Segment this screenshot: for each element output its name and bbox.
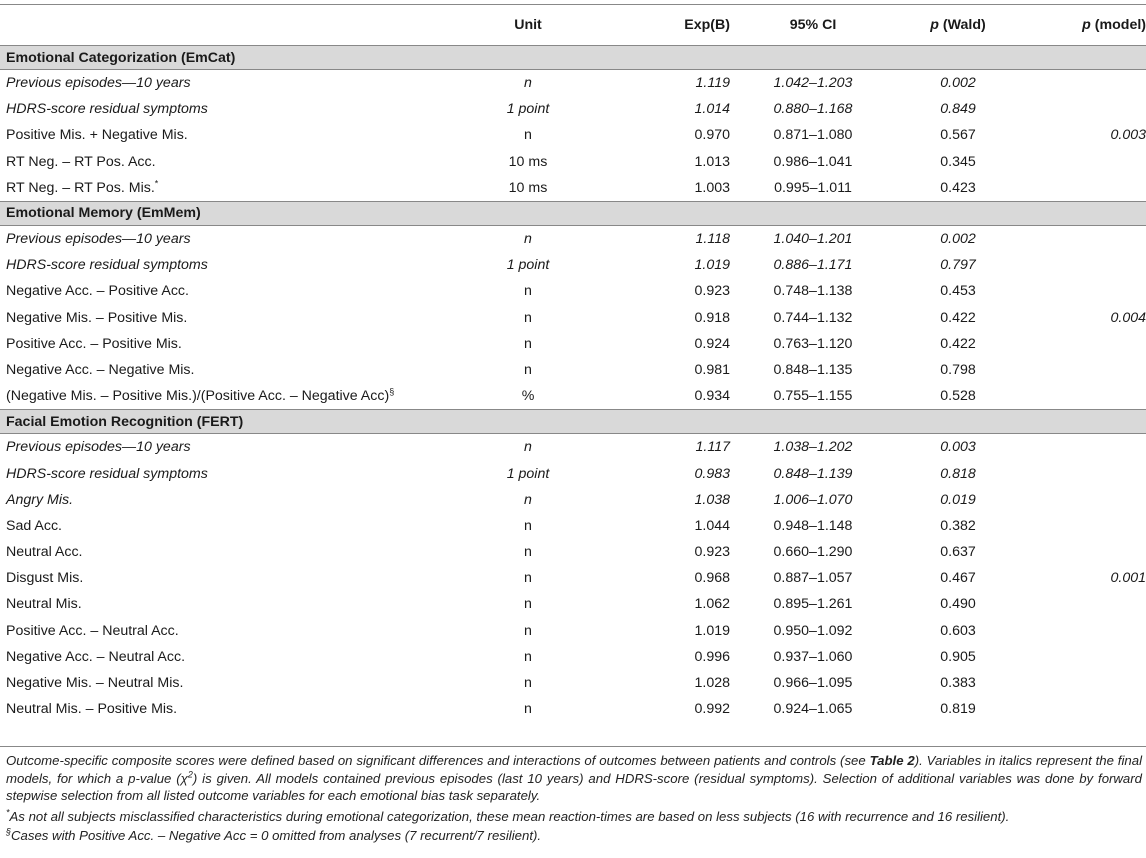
- p-model-cell: [1020, 487, 1146, 513]
- p-model-cell: [1020, 225, 1146, 252]
- ci-cell: 0.924–1.065: [773, 701, 853, 718]
- p-wald-cell: 0.002: [940, 231, 976, 248]
- p-model-cell: 0.001: [1110, 570, 1146, 587]
- expb-cell: 1.019: [694, 257, 730, 274]
- header-p-model: [1020, 5, 1146, 46]
- variable-label: Sad Acc.: [6, 517, 62, 534]
- variable-label: HDRS-score residual symptoms: [6, 101, 208, 118]
- ci-cell: 0.763–1.120: [773, 335, 853, 352]
- footnote-mark: *: [154, 178, 159, 189]
- section-header-row: [0, 46, 1146, 70]
- header-p-model-letter: p: [1082, 17, 1091, 33]
- unit-cell: n: [524, 491, 532, 508]
- variable-label: Angry Mis.: [6, 491, 74, 508]
- variable-cell: [0, 149, 440, 175]
- expb-cell: 1.062: [694, 596, 730, 613]
- table-row: [0, 252, 1146, 278]
- note-main-part-a: Outcome-specific composite scores were defined based on significant differences and interactions of outcomes between patients and controls (see: [6, 753, 870, 768]
- ci-cell: 0.986–1.041: [773, 153, 853, 170]
- p-wald-cell: 0.797: [940, 257, 976, 274]
- variable-cell: [0, 487, 440, 513]
- p-model-cell: [1020, 70, 1146, 97]
- variable-cell: [0, 670, 440, 696]
- expb-cell: 1.118: [695, 231, 730, 248]
- p-model-cell: [1020, 252, 1146, 278]
- p-wald-cell: 0.603: [940, 622, 976, 639]
- p-wald-cell: 0.383: [940, 675, 976, 692]
- variable-label: RT Neg. – RT Pos. Acc.: [6, 153, 156, 170]
- ci-cell: 0.995–1.011: [774, 179, 852, 196]
- expb-cell: 0.970: [694, 127, 730, 144]
- unit-cell: n: [524, 675, 532, 692]
- expb-cell: 0.934: [694, 388, 730, 405]
- table-row: [0, 122, 1146, 148]
- p-model-cell: [1020, 460, 1146, 486]
- table-row: [0, 278, 1146, 304]
- table-row: [0, 70, 1146, 97]
- expb-cell: 1.119: [695, 75, 730, 92]
- p-model-cell: [1020, 278, 1146, 304]
- ci-cell: 0.848–1.139: [773, 465, 853, 482]
- header-p-wald-rest: (Wald): [938, 17, 986, 33]
- ci-cell: 0.950–1.092: [773, 622, 853, 639]
- footnote-mark: §: [389, 386, 395, 397]
- bottom-rule: [0, 746, 1146, 747]
- ci-cell: 0.871–1.080: [773, 127, 853, 144]
- table-row: [0, 539, 1146, 565]
- variable-label: Neutral Mis. – Positive Mis.: [6, 701, 178, 718]
- ci-cell: 0.748–1.138: [773, 283, 853, 300]
- unit-cell: n: [524, 701, 532, 718]
- variable-cell: [0, 305, 440, 331]
- variable-label: Previous episodes—10 years: [6, 231, 191, 248]
- p-wald-cell: 0.818: [940, 465, 976, 482]
- p-wald-cell: 0.637: [940, 544, 976, 561]
- variable-cell: [0, 565, 440, 591]
- expb-cell: 1.044: [694, 517, 730, 534]
- header-ci: 95% CI: [730, 5, 890, 46]
- table-row: [0, 460, 1146, 486]
- ci-cell: 0.744–1.132: [773, 309, 853, 326]
- expb-cell: 1.003: [694, 179, 730, 196]
- unit-cell: n: [524, 439, 532, 456]
- unit-cell: n: [524, 648, 532, 665]
- p-model-cell: [1020, 618, 1146, 644]
- table-row: [0, 305, 1146, 331]
- variable-cell: [0, 225, 440, 252]
- expb-cell: 1.038: [694, 491, 730, 508]
- table-row: [0, 565, 1146, 591]
- expb-cell: 1.013: [694, 153, 730, 170]
- table-notes: [6, 752, 1142, 845]
- header-variable: [0, 5, 440, 46]
- variable-cell: [0, 383, 440, 410]
- expb-cell: 0.924: [694, 335, 730, 352]
- results-table: [0, 5, 1146, 722]
- p-model-cell: [1020, 670, 1146, 696]
- p-wald-cell: 0.819: [940, 701, 976, 718]
- p-wald-cell: 0.003: [940, 439, 976, 456]
- unit-cell: n: [524, 127, 532, 144]
- p-wald-cell: 0.798: [940, 361, 976, 378]
- unit-cell: n: [524, 361, 532, 378]
- table-row: [0, 513, 1146, 539]
- p-wald-cell: 0.849: [940, 101, 976, 118]
- variable-label: Negative Acc. – Positive Acc.: [6, 283, 189, 300]
- note-section-text: Cases with Positive Acc. – Negative Acc = 0 omitted from analyses (7 recurrent/7 resilient).: [11, 828, 542, 843]
- ci-cell: 0.887–1.057: [773, 570, 853, 587]
- unit-cell: n: [524, 75, 532, 92]
- unit-cell: 10 ms: [508, 179, 548, 196]
- p-model-cell: [1020, 513, 1146, 539]
- p-model-cell: [1020, 96, 1146, 122]
- table-row: [0, 383, 1146, 410]
- variable-cell: [0, 618, 440, 644]
- ci-cell: 0.948–1.148: [773, 517, 853, 534]
- p-wald-cell: 0.528: [940, 388, 976, 405]
- expb-cell: 0.983: [694, 465, 730, 482]
- ci-cell: 0.848–1.135: [773, 361, 853, 378]
- ci-cell: 1.042–1.203: [773, 75, 853, 92]
- unit-cell: n: [524, 309, 532, 326]
- variable-label: Neutral Acc.: [6, 544, 83, 561]
- note-asterisk-text: As not all subjects misclassified characteristics during emotional categorization, these mean reaction-times are based on less subjects (16 with recurrence and 16 resilient).: [9, 808, 1010, 824]
- ci-cell: 1.038–1.202: [773, 439, 853, 456]
- p-wald-cell: 0.345: [940, 153, 976, 170]
- variable-label: (Negative Mis. – Positive Mis.)/(Positive Acc. – Negative Acc): [6, 388, 390, 405]
- expb-cell: 1.117: [695, 439, 730, 456]
- expb-cell: 1.014: [694, 101, 730, 118]
- variable-cell: [0, 460, 440, 486]
- p-wald-cell: 0.467: [940, 570, 976, 587]
- variable-label: Positive Acc. – Positive Mis.: [6, 335, 182, 352]
- variable-cell: [0, 331, 440, 357]
- p-model-cell: [1020, 149, 1146, 175]
- variable-cell: [0, 434, 440, 461]
- expb-cell: 0.981: [694, 361, 730, 378]
- table-row: [0, 670, 1146, 696]
- header-row: [0, 5, 1146, 46]
- variable-label: Neutral Mis.: [6, 596, 82, 613]
- p-model-cell: [1020, 383, 1146, 410]
- unit-cell: n: [524, 517, 532, 534]
- p-model-cell: [1020, 434, 1146, 461]
- ci-cell: 1.006–1.070: [773, 491, 853, 508]
- table-row: [0, 434, 1146, 461]
- unit-cell: n: [524, 283, 532, 300]
- header-p-model-rest: (model): [1090, 17, 1146, 33]
- table-row: [0, 96, 1146, 122]
- variable-label: Negative Mis. – Positive Mis.: [6, 309, 188, 326]
- p-model-cell: [1020, 644, 1146, 670]
- ci-cell: 0.660–1.290: [773, 544, 853, 561]
- table-row: [0, 175, 1146, 202]
- section-header-row: [0, 410, 1146, 434]
- expb-cell: 1.019: [694, 622, 730, 639]
- variable-label: Negative Acc. – Neutral Acc.: [6, 648, 186, 665]
- ci-cell: 0.937–1.060: [773, 648, 853, 665]
- p-wald-cell: 0.905: [940, 648, 976, 665]
- table-row: [0, 225, 1146, 252]
- unit-cell: n: [524, 570, 532, 587]
- section-header-row: [0, 201, 1146, 225]
- unit-cell: n: [524, 335, 532, 352]
- variable-label: Positive Mis. + Negative Mis.: [6, 127, 188, 144]
- p-model-cell: [1020, 175, 1146, 202]
- table-row: [0, 618, 1146, 644]
- table-row: [0, 331, 1146, 357]
- table-body: [0, 46, 1146, 723]
- unit-cell: 1 point: [506, 465, 550, 482]
- section-title: Emotional Memory (EmMem): [0, 201, 1146, 225]
- note-table-ref: Table 2: [869, 753, 915, 768]
- variable-label: Disgust Mis.: [6, 570, 84, 587]
- variable-label: Positive Acc. – Neutral Acc.: [6, 622, 179, 639]
- p-wald-cell: 0.002: [940, 75, 976, 92]
- ci-cell: 0.966–1.095: [773, 675, 853, 692]
- variable-cell: [0, 591, 440, 617]
- variable-label: RT Neg. – RT Pos. Mis.: [6, 179, 155, 196]
- unit-cell: 1 point: [506, 257, 550, 274]
- p-wald-cell: 0.422: [940, 309, 976, 326]
- ci-cell: 0.886–1.171: [773, 257, 853, 274]
- unit-cell: n: [524, 596, 532, 613]
- note-chi-sup: 2: [187, 769, 193, 780]
- header-expb: Exp(B): [610, 5, 730, 46]
- p-model-cell: [1020, 357, 1146, 383]
- note-section-mark: §: [6, 826, 12, 837]
- expb-cell: 0.923: [694, 544, 730, 561]
- variable-label: Previous episodes—10 years: [6, 439, 191, 456]
- variable-cell: [0, 122, 440, 148]
- unit-cell: n: [524, 544, 532, 561]
- table-row: [0, 487, 1146, 513]
- unit-cell: 10 ms: [508, 153, 548, 170]
- variable-cell: [0, 70, 440, 97]
- variable-cell: [0, 252, 440, 278]
- p-wald-cell: 0.423: [940, 179, 976, 196]
- p-wald-cell: 0.422: [940, 335, 976, 352]
- p-model-cell: 0.004: [1110, 309, 1146, 326]
- header-unit: Unit: [440, 5, 610, 46]
- ci-cell: 1.040–1.201: [773, 231, 853, 248]
- header-p-wald: [890, 5, 1020, 46]
- unit-cell: 1 point: [506, 101, 550, 118]
- table-row: [0, 357, 1146, 383]
- p-wald-cell: 0.382: [940, 517, 976, 534]
- variable-cell: [0, 696, 440, 722]
- unit-cell: n: [524, 622, 532, 639]
- note-main-part-b: ). Variables in italics represent the final models, for which a p-value (χ: [6, 753, 1142, 786]
- table-row: [0, 644, 1146, 670]
- expb-cell: 0.992: [694, 701, 730, 718]
- section-title: Emotional Categorization (EmCat): [0, 46, 1146, 70]
- variable-cell: [0, 96, 440, 122]
- variable-label: Negative Mis. – Neutral Mis.: [6, 675, 184, 692]
- p-model-cell: 0.003: [1110, 127, 1146, 144]
- p-wald-cell: 0.453: [940, 283, 976, 300]
- variable-label: HDRS-score residual symptoms: [6, 257, 208, 274]
- p-wald-cell: 0.490: [940, 596, 976, 613]
- table-row: [0, 149, 1146, 175]
- expb-cell: 0.923: [694, 283, 730, 300]
- p-wald-cell: 0.019: [940, 491, 976, 508]
- expb-cell: 0.996: [694, 648, 730, 665]
- note-asterisk: [6, 808, 1142, 826]
- p-model-cell: [1020, 331, 1146, 357]
- unit-cell: %: [521, 388, 535, 405]
- table-row: [0, 696, 1146, 722]
- variable-label: HDRS-score residual symptoms: [6, 465, 208, 482]
- unit-cell: n: [524, 231, 532, 248]
- section-title: Facial Emotion Recognition (FERT): [0, 410, 1146, 434]
- note-section: [6, 827, 1142, 845]
- variable-cell: [0, 278, 440, 304]
- note-main: [6, 752, 1142, 805]
- variable-cell: [0, 513, 440, 539]
- ci-cell: 0.895–1.261: [773, 596, 853, 613]
- variable-label: Previous episodes—10 years: [6, 75, 191, 92]
- expb-cell: 0.918: [694, 309, 730, 326]
- variable-cell: [0, 539, 440, 565]
- note-main-part-c: ) is given. All models contained previous episodes (last 10 years) and HDRS-score (residual symptoms). Selection of additional variables was done by forward stepwise selection from all listed outcome variables for each emotional bias task separately.: [6, 770, 1142, 803]
- variable-label: Negative Acc. – Negative Mis.: [6, 361, 195, 378]
- variable-cell: [0, 644, 440, 670]
- expb-cell: 1.028: [694, 675, 730, 692]
- header-p-wald-letter: p: [930, 17, 939, 33]
- p-model-cell: [1020, 539, 1146, 565]
- note-asterisk-mark: *: [6, 807, 10, 818]
- p-model-cell: [1020, 696, 1146, 722]
- ci-cell: 0.880–1.168: [773, 101, 853, 118]
- variable-cell: [0, 357, 440, 383]
- table-row: [0, 591, 1146, 617]
- p-model-cell: [1020, 591, 1146, 617]
- variable-cell: [0, 175, 440, 202]
- expb-cell: 0.968: [694, 570, 730, 587]
- p-wald-cell: 0.567: [940, 127, 976, 144]
- ci-cell: 0.755–1.155: [773, 388, 853, 405]
